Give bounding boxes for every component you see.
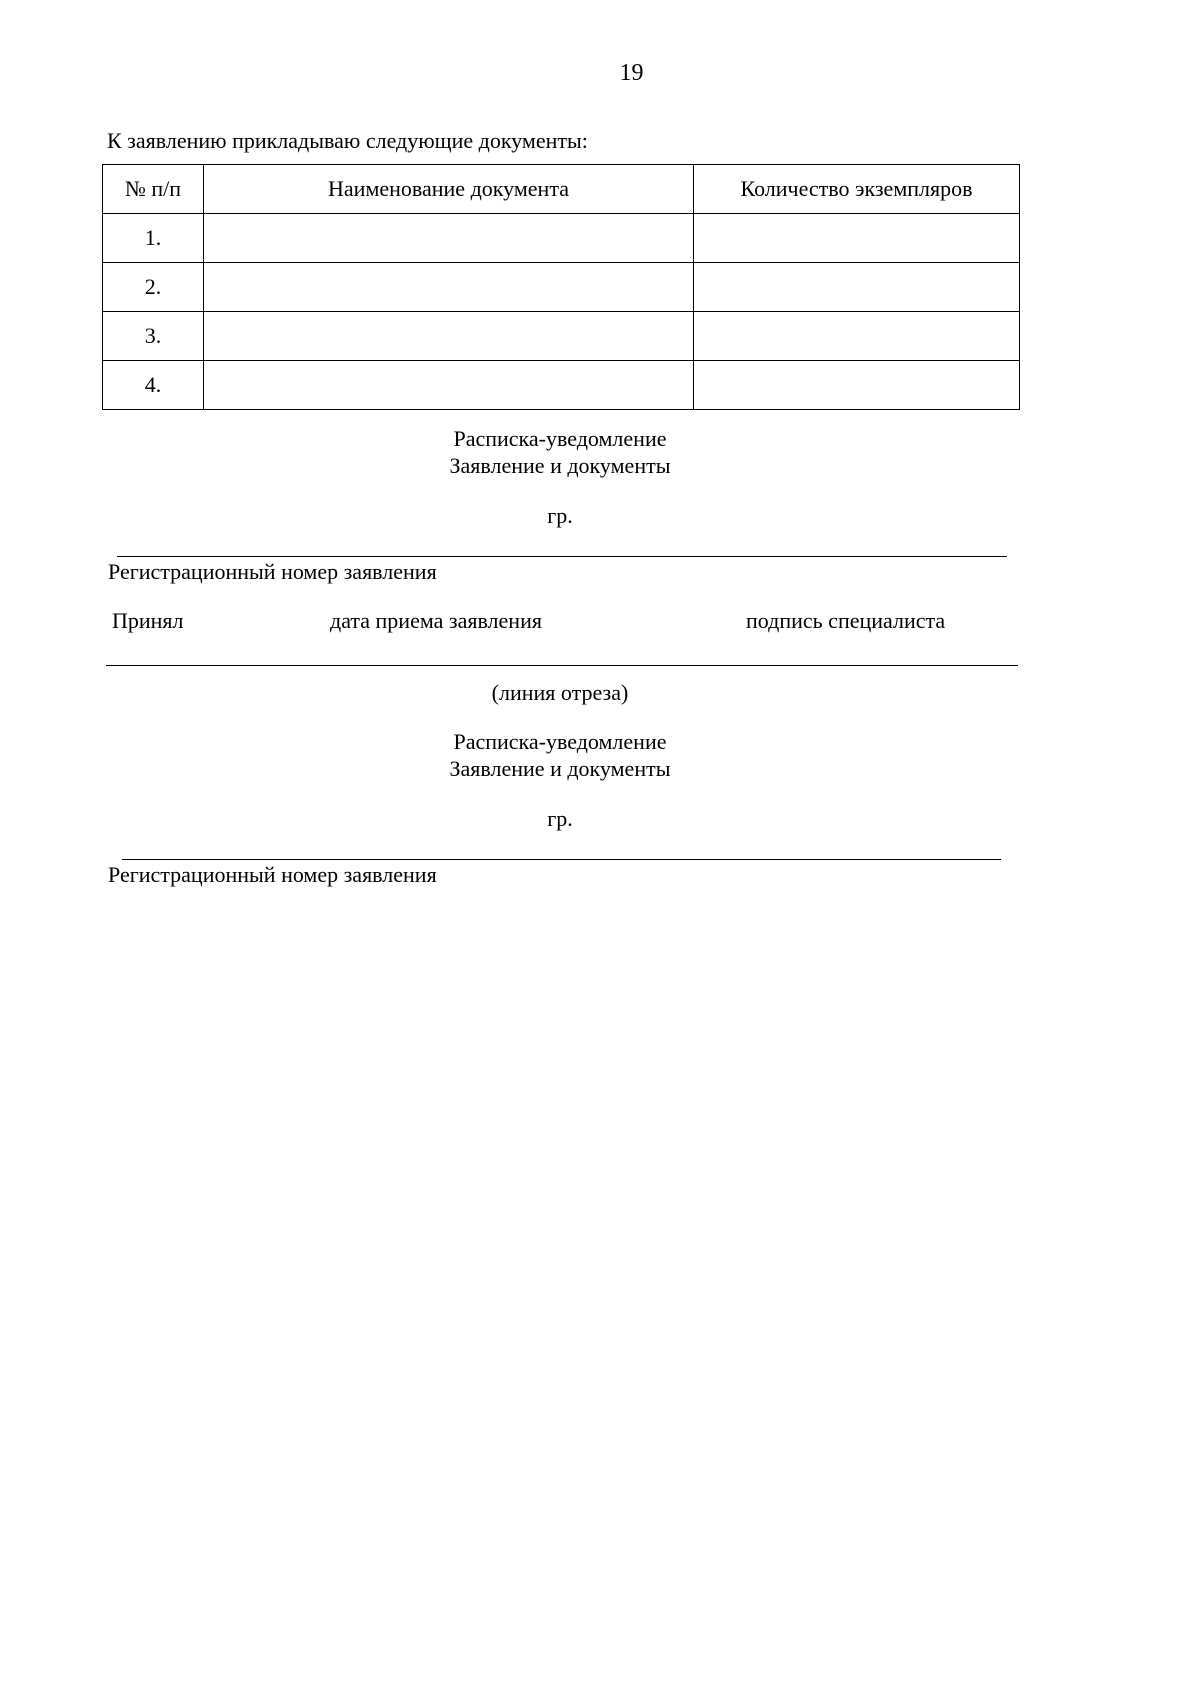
documents-table [102,164,1020,410]
document-name-cell[interactable] [204,214,694,263]
cut-line [106,665,1018,666]
citizen-name-line [117,556,1007,557]
receipt-title: Расписка-уведомление [453,426,667,451]
citizen-name-line [122,859,1001,860]
registration-number-label: Регистрационный номер заявления [108,862,437,887]
document-name-cell[interactable] [204,312,694,361]
table-row [103,263,1020,312]
table-header-row [103,165,1020,214]
copies-count-cell[interactable] [694,361,1020,410]
header-copies-count: Количество экземпляров [694,165,1020,214]
header-number: № п/п [103,165,204,214]
page-number: 19 [619,60,644,86]
intro-text: К заявлению прикладываю следующие документы: [107,128,588,153]
citizen-label: гр. [547,503,573,528]
document-name-cell[interactable] [204,263,694,312]
receipt-title: Расписка-уведомление [453,729,667,754]
table-row [103,361,1020,410]
accepted-label: Принял [112,608,184,633]
table-row [103,312,1020,361]
row-number: 4. [103,361,204,410]
specialist-signature-label: подпись специалиста [746,608,946,633]
row-number: 3. [103,312,204,361]
receipt-subtitle: Заявление и документы [449,756,671,781]
row-number: 1. [103,214,204,263]
header-document-name: Наименование документа [204,165,694,214]
cut-line-label: (линия отреза) [491,680,629,705]
acceptance-date-label: дата приема заявления [330,608,542,633]
receipt-subtitle: Заявление и документы [449,453,671,478]
copies-count-cell[interactable] [694,263,1020,312]
citizen-label: гр. [547,806,573,831]
registration-number-label: Регистрационный номер заявления [108,559,437,584]
table-row [103,214,1020,263]
copies-count-cell[interactable] [694,312,1020,361]
copies-count-cell[interactable] [694,214,1020,263]
document-name-cell[interactable] [204,361,694,410]
row-number: 2. [103,263,204,312]
